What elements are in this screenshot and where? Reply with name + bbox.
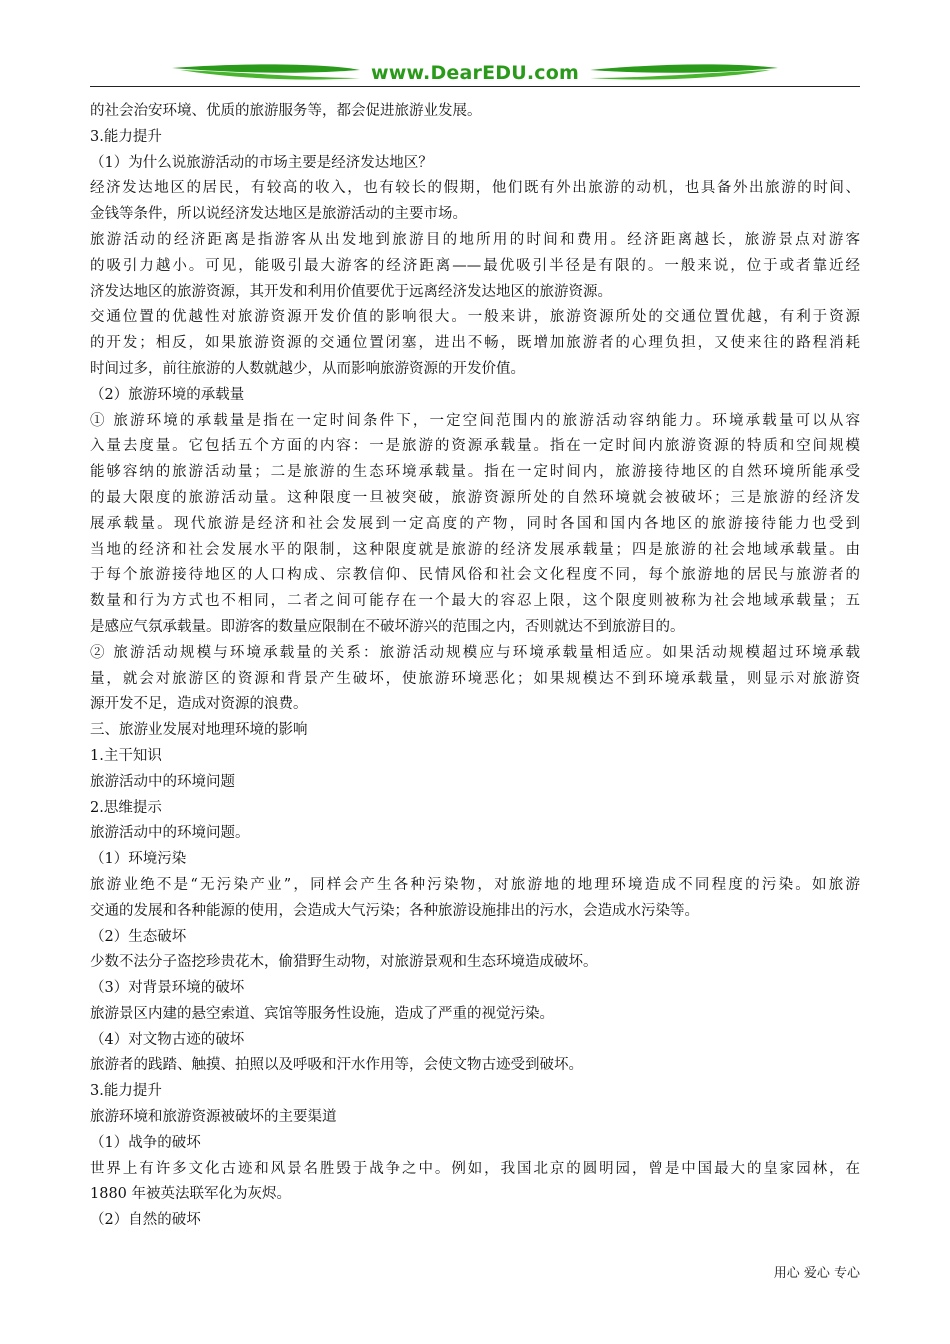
header-divider <box>90 86 860 87</box>
text-line: 是感应气氛承载量。即游客的数量应限制在不破坏游兴的范围之内，否则就达不到旅游目的。 <box>90 618 685 635</box>
text-line: 旅游者的践踏、触摸、拍照以及呼吸和汗水作用等，会使文物古迹受到破坏。 <box>90 1057 583 1074</box>
text-line: 的社会治安环境、优质的旅游服务等，都会促进旅游业发展。 <box>90 103 482 119</box>
document-body <box>90 99 860 1234</box>
text-line: 旅游活动的经济距离是指游客从出发地到旅游目的地所用的时间和费用。经济距离越长，旅游景点对游客 <box>90 231 860 248</box>
text-line: （2）旅游环境的承载量 <box>90 386 245 403</box>
text-line: 2.思维提示 <box>90 799 162 816</box>
text-line: 当地的经济和社会发展水平的限制，这种限度就是旅游的经济发展承载量；四是旅游的社会地域承载量。由 <box>90 541 860 558</box>
page-footer: 用心 爱心 专心 <box>773 1266 860 1281</box>
text-line: 三、旅游业发展对地理环境的影响 <box>90 722 308 739</box>
text-line: 旅游活动中的环境问题。 <box>90 825 250 842</box>
text-line: ② 旅游活动规模与环境承载量的关系：旅游活动规模应与环境承载量相适应。如果活动规模超过环境承载 <box>90 644 860 661</box>
text-line: 旅游景区内建的悬空索道、宾馆等服务性设施，造成了严重的视觉污染。 <box>90 1005 554 1022</box>
text-line: 济发达地区的旅游资源，其开发和利用价值要优于远离经济发达地区的旅游资源。 <box>90 283 612 300</box>
text-line: 旅游活动中的环境问题 <box>90 773 235 790</box>
text-line: 3.能力提升 <box>90 128 162 145</box>
text-line: 展承载量。现代旅游是经济和社会发展到一定高度的产物，同时各国和国内各地区的旅游接待能力也受到 <box>90 515 860 532</box>
text-line: 于每个旅游接待地区的人口构成、宗教信仰、民情风俗和社会文化程度不同，每个旅游地的居民与旅游者的 <box>90 567 860 584</box>
text-line: 入量去度量。它包括五个方面的内容：一是旅游的资源承载量。指在一定时间内旅游资源的特质和空间规模 <box>90 438 860 455</box>
text-line: 旅游环境和旅游资源被破坏的主要渠道 <box>90 1109 337 1126</box>
text-line: ① 旅游环境的承载量是指在一定时间条件下，一定空间范围内的旅游活动容纳能力。环境承载量可以从容 <box>90 412 860 429</box>
text-line: 时间过多，前往旅游的人数就越少，从而影响旅游资源的开发价值。 <box>90 360 525 377</box>
text-line: 交通的发展和各种能源的使用，会造成大气污染；各种旅游设施排出的污水，会造成水污染等。 <box>90 902 699 919</box>
text-line: （3）对背景环境的破坏 <box>90 980 245 997</box>
text-line: （1）战争的破坏 <box>90 1134 201 1151</box>
text-line: 旅游业绝不是“无污染产业”，同样会产生各种污染物，对旅游地的地理环境造成不同程度的污染。如旅游 <box>90 876 860 893</box>
text-line: 数量和行为方式也不相同，二者之间可能存在一个最大的容忍上限，这个限度则被称为社会地域承载量；五 <box>90 593 860 610</box>
text-line: 量，就会对旅游区的资源和背景产生破坏，使旅游环境恶化；如果规模达不到环境承载量，则显示对旅游资 <box>90 670 860 687</box>
text-line: （1）环境污染 <box>90 851 187 868</box>
text-line: （4）对文物古迹的破坏 <box>90 1031 245 1048</box>
site-logo-text: www.DearEDU.com <box>370 62 580 84</box>
text-line: 3.能力提升 <box>90 1083 162 1100</box>
text-line: 的开发；相反，如果旅游资源的交通位置闭塞，进出不畅，既增加旅游者的心理负担，又使来往的路程消耗 <box>90 335 860 352</box>
text-line: 少数不法分子盗挖珍贵花木，偷猎野生动物，对旅游景观和生态环境造成破坏。 <box>90 954 598 971</box>
text-line: 的最大限度的旅游活动量。这种限度一旦被突破，旅游资源所处的自然环境就会被破坏；三是旅游的经济发 <box>90 489 860 506</box>
text-line: 能够容纳的旅游活动量；二是旅游的生态环境承载量。指在一定时间内，旅游接待地区的自然环境所能承受 <box>90 464 860 481</box>
text-line: 的吸引力越小。可见，能吸引最大游客的经济距离——最优吸引半径是有限的。一般来说，位于或者靠近经 <box>90 257 860 274</box>
text-line: 1.主干知识 <box>90 747 162 764</box>
text-line: 交通位置的优越性对旅游资源开发价值的影响很大。一般来讲，旅游资源所处的交通位置优越，有利于资源 <box>90 309 860 326</box>
text-line: 世界上有许多文化古迹和风景名胜毁于战争之中。例如，我国北京的圆明园，曾是中国最大的皇家园林，在 <box>90 1160 860 1177</box>
text-line: 经济发达地区的居民，有较高的收入，也有较长的假期，他们既有外出旅游的动机，也具备外出旅游的时间、 <box>90 180 860 197</box>
text-line: （1）为什么说旅游活动的市场主要是经济发达地区？ <box>90 154 433 171</box>
text-line: （2）生态破坏 <box>90 928 187 945</box>
text-line: 金钱等条件，所以说经济发达地区是旅游活动的主要市场。 <box>90 206 467 223</box>
text-line: （2）自然的破坏 <box>90 1212 201 1229</box>
text-line: 源开发不足，造成对资源的浪费。 <box>90 696 308 713</box>
text-line: 1880 年被英法联军化为灰烬。 <box>90 1186 292 1203</box>
